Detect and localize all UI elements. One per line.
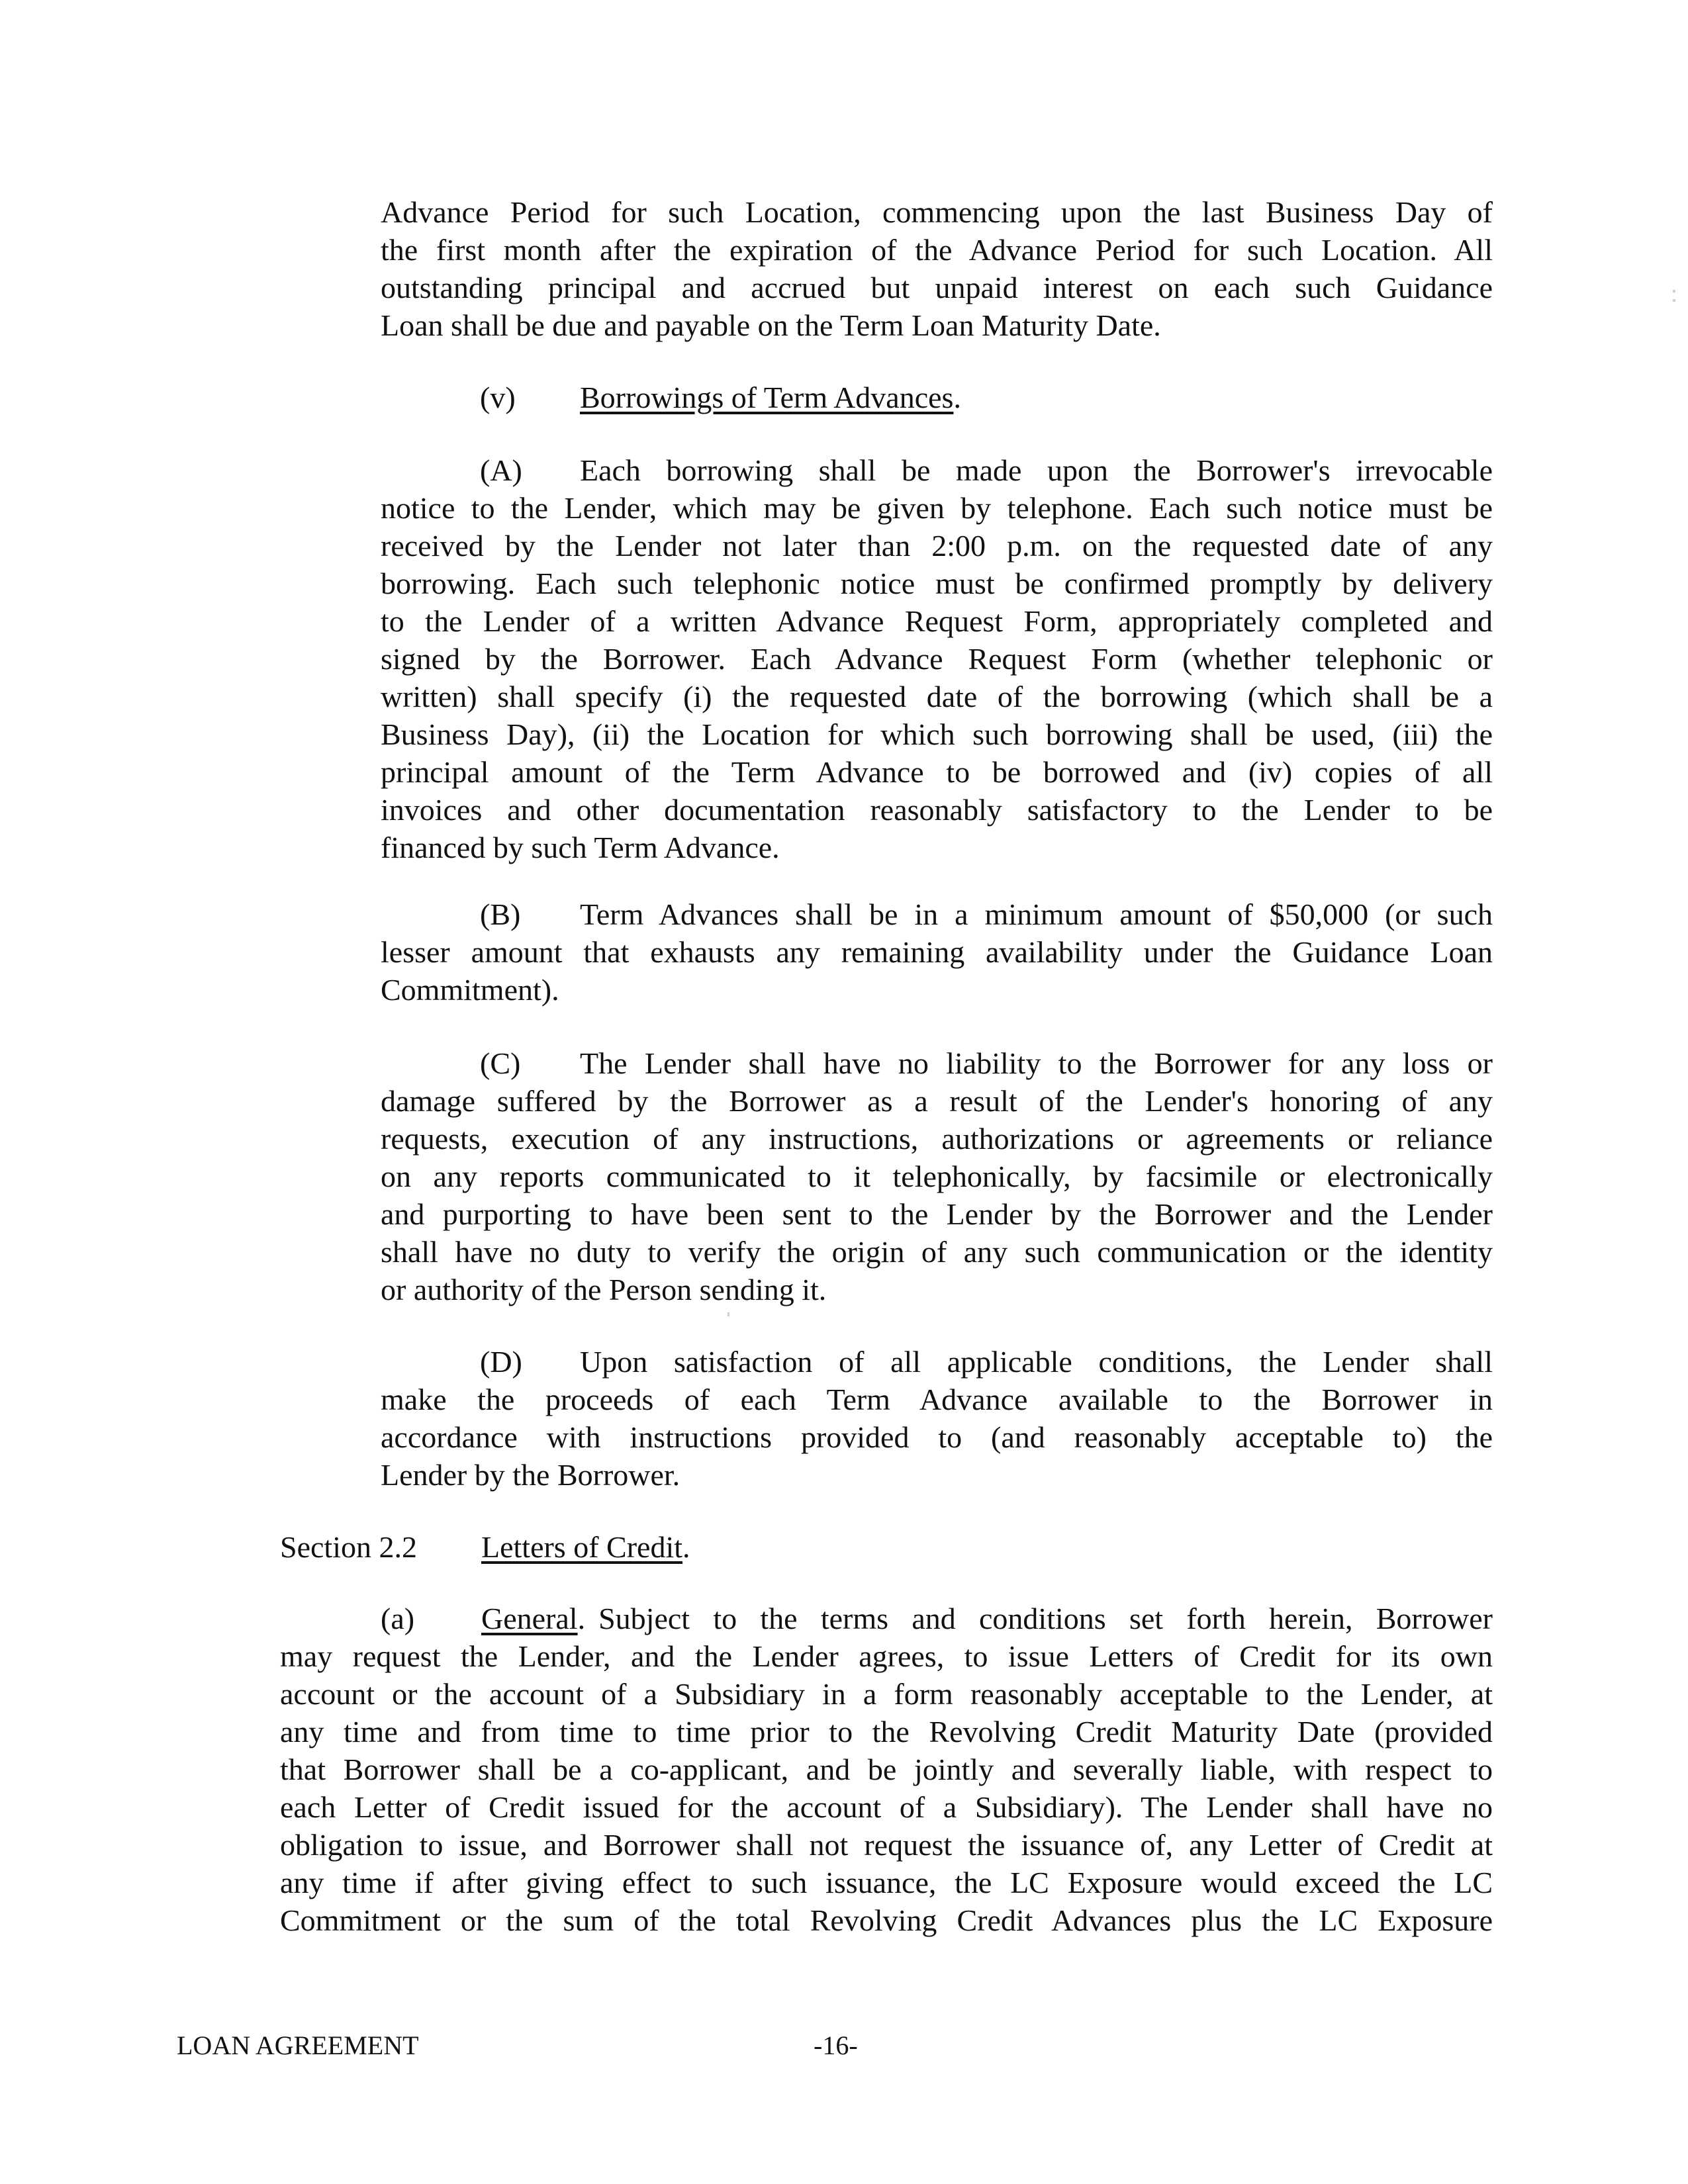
text-line: Each borrowing shall be made upon the Borrower's irrevocable: [580, 453, 1493, 487]
subsection-v-heading: [480, 379, 516, 416]
text-line: outstanding principal and accrued but unpaid interest on each such Guidance: [381, 271, 1493, 304]
continuation-paragraph: [381, 193, 1493, 344]
text-line: received by the Lender not later than 2:00 p.m. on the requested date of any: [381, 529, 1493, 563]
subsection-marker: (v): [480, 381, 516, 414]
text-line: The Lender shall have no liability to the Borrower for any loss or: [580, 1046, 1493, 1080]
para-a-lower-body: [280, 1637, 1493, 1939]
text-line: on any reports communicated to it telephonically, by facsimile or electronically: [381, 1160, 1493, 1193]
text-line: Upon satisfaction of all applicable conditions, the Lender shall: [580, 1345, 1493, 1379]
subsection-v-title-wrap: [580, 379, 961, 416]
para-c-marker: [480, 1044, 520, 1082]
text-line: any time and from time to time prior to the Revolving Credit Maturity Date (provided: [280, 1715, 1493, 1749]
section-number-text: Section 2.2: [280, 1530, 417, 1564]
text-line: Term Advances shall be in a minimum amount of $50,000 (or such: [580, 897, 1493, 931]
subsection-title: Borrowings of Term Advances: [580, 381, 954, 414]
para-d-first-line: [580, 1343, 1493, 1381]
text-line: that Borrower shall be a co-applicant, and be jointly and severally liable, with respect to: [280, 1752, 1493, 1786]
paragraph-marker: (D): [480, 1345, 522, 1379]
section-title-wrap: [481, 1528, 690, 1566]
text-line: written) shall specify (i) the requested date of the borrowing (which shall be a: [381, 680, 1493, 713]
scan-speck: [1673, 290, 1675, 293]
para-c-first-line: [580, 1044, 1493, 1082]
text-line: each Letter of Credit issued for the account of a Subsidiary). The Lender shall have no: [280, 1790, 1493, 1824]
page-number-text: -16-: [814, 2030, 858, 2060]
text-line: Business Day), (ii) the Location for which such borrowing shall be used, (iii) the: [381, 717, 1493, 751]
text-line: invoices and other documentation reasonably satisfactory to the Lender to be: [381, 793, 1493, 827]
footer-document-title: [177, 2030, 419, 2062]
paragraph-marker: (C): [480, 1046, 521, 1080]
paragraph-marker: (A): [480, 453, 522, 487]
text-line: notice to the Lender, which may be given by telephone. Each such notice must be: [381, 491, 1493, 525]
scan-speck: [1673, 299, 1675, 302]
paragraph-title: General: [481, 1602, 578, 1635]
para-d-body: [381, 1381, 1493, 1494]
text-line: signed by the Borrower. Each Advance Request Form (whether telephonic or: [381, 642, 1493, 676]
text-line: accordance with instructions provided to (and reasonably acceptable to) the: [381, 1420, 1493, 1454]
text-line: Subject to the terms and conditions set forth herein, Borrower: [598, 1602, 1493, 1635]
text-line: any time if after giving effect to such issuance, the LC Exposure would exceed the LC: [280, 1866, 1493, 1899]
para-b-body: [381, 933, 1493, 1009]
text-line: Loan shall be due and payable on the Term Loan Maturity Date.: [381, 308, 1161, 342]
scan-speck: [727, 1312, 729, 1316]
text-line: may request the Lender, and the Lender agrees, to issue Letters of Credit for its own: [280, 1639, 1493, 1673]
paragraph-marker: (a): [381, 1602, 415, 1635]
text-line: shall have no duty to verify the origin of any such communication or the identity: [381, 1235, 1493, 1269]
section-number: [280, 1528, 417, 1566]
text-line: or authority of the Person sending it.: [381, 1273, 827, 1306]
para-b-marker: [480, 895, 520, 933]
text-line: to the Lender of a written Advance Request Form, appropriately completed and: [381, 604, 1493, 638]
para-d-marker: [480, 1343, 522, 1381]
text-line: Commitment).: [381, 973, 559, 1007]
page-number: [814, 2030, 858, 2062]
text-line: financed by such Term Advance.: [381, 831, 780, 864]
para-a-upper-body: [381, 489, 1493, 866]
para-c-body: [381, 1082, 1493, 1308]
paragraph-title-suffix: .: [577, 1602, 586, 1635]
para-a-upper-first-line: [580, 451, 1493, 489]
text-line: make the proceeds of each Term Advance available to the Borrower in: [381, 1383, 1493, 1416]
footer-title-text: LOAN AGREEMENT: [177, 2030, 419, 2060]
paragraph-marker: (B): [480, 897, 521, 931]
para-a-lower-marker: [381, 1600, 414, 1637]
text-line: Commitment or the sum of the total Revolving Credit Advances plus the LC Exposure: [280, 1903, 1493, 1937]
text-line: the first month after the expiration of the Advance Period for such Location. All: [381, 233, 1493, 267]
section-title-suffix: .: [682, 1530, 690, 1564]
text-line: borrowing. Each such telephonic notice must be confirmed promptly by delivery: [381, 567, 1493, 600]
text-line: Advance Period for such Location, commencing upon the last Business Day of: [381, 195, 1493, 229]
section-title: Letters of Credit: [481, 1530, 683, 1564]
para-a-upper-marker: [480, 451, 522, 489]
para-a-lower-first-line: [481, 1600, 1493, 1637]
text-line: Lender by the Borrower.: [381, 1458, 680, 1492]
text-line: principal amount of the Term Advance to be borrowed and (iv) copies of all: [381, 755, 1493, 789]
para-b-first-line: [580, 895, 1493, 933]
text-line: account or the account of a Subsidiary in a form reasonably acceptable to the Lender, at: [280, 1677, 1493, 1711]
subsection-title-suffix: .: [953, 381, 961, 414]
text-line: damage suffered by the Borrower as a result of the Lender's honoring of any: [381, 1084, 1493, 1118]
text-line: requests, execution of any instructions, authorizations or agreements or reliance: [381, 1122, 1493, 1156]
text-line: obligation to issue, and Borrower shall not request the issuance of, any Letter of Credit at: [280, 1828, 1493, 1862]
text-line: lesser amount that exhausts any remaining availability under the Guidance Loan: [381, 935, 1493, 969]
text-line: and purporting to have been sent to the Lender by the Borrower and the Lender: [381, 1197, 1493, 1231]
